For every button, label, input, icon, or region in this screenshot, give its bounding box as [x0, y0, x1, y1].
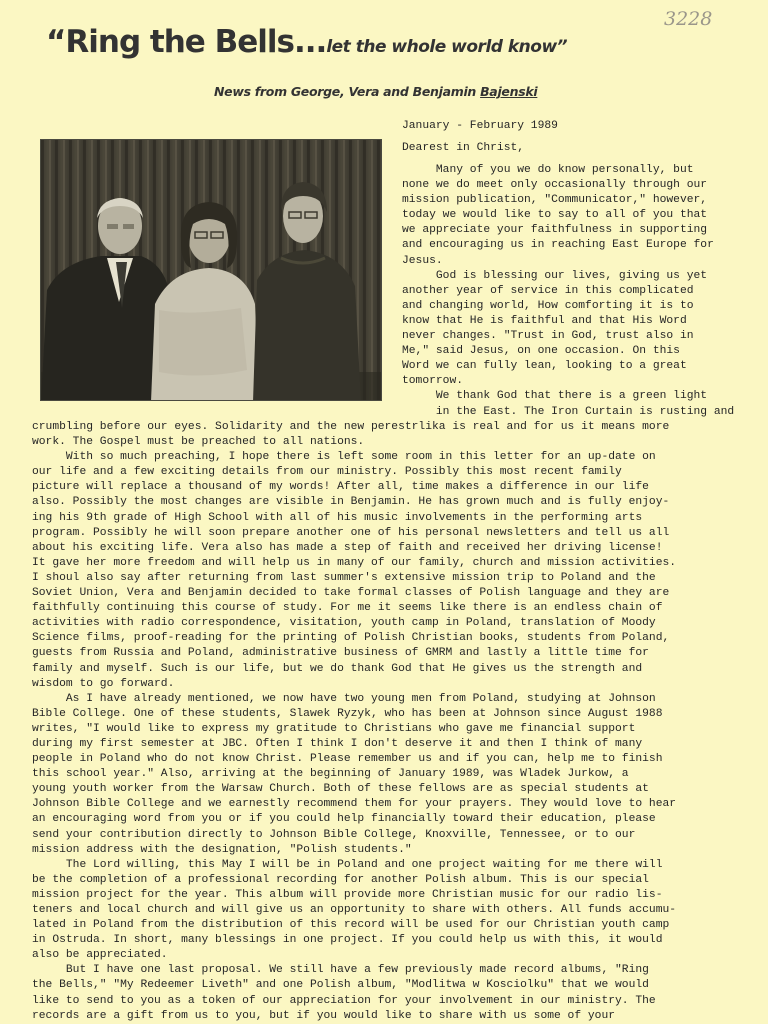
byline-prefix: News from George, Vera and Benjamin [214, 84, 481, 99]
text-line: people in Poland who do not know Christ. Please remember us and if you can, help me to finish [32, 753, 663, 766]
text-line: in the East. The Iron Curtain is rusting and [402, 405, 735, 418]
text-line: activities with radio correspondence, visitation, youth camp in Poland, translation of Moody [32, 617, 656, 630]
title-main: “Ring the Bells... [46, 24, 327, 60]
text-line: writes, "I would like to express my gratitude to Christians who gave me financial support [32, 722, 636, 735]
text-line: also. Possibly the most changes are visible in Benjamin. He has grown much and is fully enjoy- [32, 496, 670, 509]
text-line: I shoul also say after returning from last summer's extensive mission trip to Poland and the [32, 571, 656, 584]
text-line: But I have one last proposal. We still have a few previously made record albums, "Ring [32, 964, 649, 977]
text-line: Many of you we do know personally, but [402, 164, 694, 176]
newsletter-title [46, 24, 567, 60]
text-line: and encouraging us in reaching East Europe for [402, 239, 714, 252]
text-line: Bible College. One of these students, Slawek Ryzyk, who has been at Johnson since August 1988 [32, 707, 663, 720]
text-line: God is blessing our lives, giving us yet [402, 269, 708, 282]
text-line: we appreciate your faithfulness in supporting [402, 224, 708, 237]
letter-date: January - February 1989 [402, 120, 558, 132]
text-line: know that He is faithful and that His Word [402, 314, 687, 327]
text-line: during my first semester at JBC. Often I think I don't deserve it and then I think of many [32, 737, 643, 750]
text-line: With so much preaching, I hope there is left some room in this letter for an up-date on [32, 451, 656, 464]
text-line: Jesus. [402, 254, 443, 267]
text-line: crumbling before our eyes. Solidarity and the new perestrlika is real and for us it means more [32, 421, 670, 433]
text-line: mission address with the designation, "Polish students." [32, 843, 412, 856]
text-line: an encouraging word from you or if you could help financially toward their education, please [32, 813, 656, 826]
text-line: teners and local church and will give us an opportunity to share with others. All funds accumu- [32, 904, 677, 916]
text-line: about his exciting life. Vera also has made a step of faith and received her driving license! [32, 541, 663, 554]
family-photo [40, 139, 382, 401]
text-line: Me," said Jesus, on one occasion. On this [402, 345, 680, 358]
text-line: be the completion of a professional recording for another Polish album. This is our special [32, 873, 649, 886]
text-line: Science films, proof-reading for the printing of Polish Christian books, students from Poland, [32, 632, 670, 645]
byline-surname: Bajenski [480, 84, 538, 99]
text-line: today we would like to say to all of you that [402, 209, 708, 222]
letter-greeting: Dearest in Christ, [402, 142, 525, 154]
text-line: lated in Poland from the distribution of this record will be used for our Christian youth camp [32, 919, 670, 932]
text-line: like to send to you as a token of our appreciation for your involvement in our ministry. The [32, 994, 656, 1007]
text-line: As I have already mentioned, we now have two young men from Poland, studying at Johnson [32, 692, 656, 705]
family-photo-image [41, 140, 382, 401]
text-line: Soviet Union, Vera and Benjamin decided to take formal classes of Polish language and they are [32, 587, 670, 600]
text-line: our life and a few exciting details from our ministry. Possibly this most recent family [32, 466, 622, 479]
text-line: guests from Russia and Poland, administrative business of GMRM and lastly a little time for [32, 647, 649, 660]
text-line: The Lord willing, this May I will be in Poland and one project waiting for me there will [32, 858, 663, 871]
text-line: Johnson Bible College and we earnestly recommend them for your prayers. They would love to hear [32, 798, 677, 811]
text-line: this school year." Also, arriving at the beginning of January 1989, was Wladek Jurkow, a [32, 768, 629, 781]
text-line: young youth worker from the Warsaw Church. Both of these fellows are as special students at [32, 783, 649, 796]
text-line: picture will replace a thousand of my words! After all, time makes a difference in our life [32, 481, 649, 494]
text-line: family and myself. Such is our life, but we do thank God that He gives us the strength and [32, 662, 643, 675]
text-line: Word we can fully lean, looking to a great [402, 360, 687, 373]
text-line: and changing world, How comforting it is to [402, 299, 694, 312]
text-line: another year of service in this complicated [402, 284, 694, 297]
text-line: also be appreciated. [32, 949, 168, 962]
text-line: ing his 9th grade of High School with all of his music involvements in the performing arts [32, 511, 643, 524]
text-line: mission publication, "Communicator," however, [402, 194, 708, 207]
byline [214, 84, 537, 99]
text-line: none we do meet only occasionally through our [402, 179, 708, 192]
text-line: never changes. "Trust in God, trust also in [402, 330, 694, 343]
letter-column-text [402, 163, 734, 420]
text-line: It gave her more freedom and will help us in many of our family, church and mission activities. [32, 556, 677, 569]
text-line: the Bells," "My Redeemer Liveth" and one Polish album, "Modlitwa w Kosciolku" that we would [32, 979, 649, 992]
text-line: We thank God that there is a green light [402, 390, 708, 403]
text-line: mission project for the year. This album will provide more Christian music for our radio lis- [32, 888, 663, 901]
text-line: send your contribution directly to Johnson Bible College, Knoxville, Tennessee, or to our [32, 828, 636, 841]
text-line: tomorrow. [402, 375, 464, 388]
title-tagline: let the whole world know” [326, 37, 568, 57]
handwritten-page-number: 3228 [664, 8, 713, 30]
text-line: in Ostruda. In short, many blessings in one project. If you could help us with this, it would [32, 934, 663, 947]
text-line: program. Possibly he will soon prepare another one of his personal newsletters and tell us all [32, 526, 670, 539]
letter-body-text [32, 420, 676, 1024]
text-line: work. The Gospel must be preached to all nations. [32, 436, 365, 449]
text-line: records are a gift from us to you, but if you would like to share with us some of your [32, 1009, 616, 1022]
text-line: wisdom to go forward. [32, 677, 175, 690]
text-line: faithfully continuing this course of study. For me it seems like there is an endless chain of [32, 602, 663, 615]
